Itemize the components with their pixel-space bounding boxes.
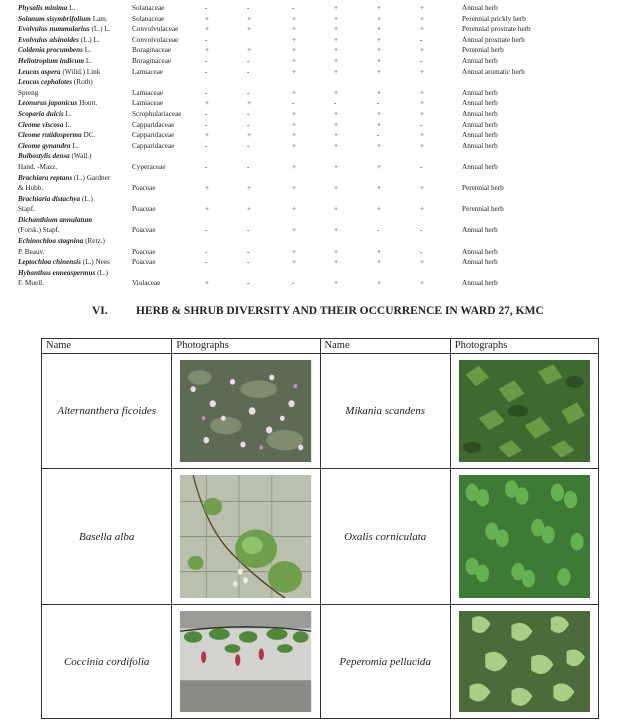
family: Solanaceae	[132, 4, 165, 12]
occurrence-mark: -	[334, 99, 337, 108]
occurrence-mark: -	[205, 109, 208, 118]
occurrence-mark: +	[377, 109, 382, 118]
occurrence-mark: +	[292, 141, 297, 150]
occurrence-mark: +	[247, 14, 252, 23]
occurrence-mark: -	[247, 162, 250, 171]
species-row	[18, 278, 628, 289]
occurrence-mark: +	[247, 99, 252, 108]
species-name	[18, 35, 100, 46]
scientific-name: Dichanthium annulatum	[18, 215, 93, 224]
species-name	[18, 257, 110, 268]
author: (L.)	[81, 194, 93, 203]
habit: Annual herb	[462, 88, 498, 97]
header-photographs-1: Photographs	[172, 339, 320, 354]
species-name	[18, 183, 43, 194]
occurrence-mark: -	[292, 99, 295, 108]
occurrence-mark: -	[247, 141, 250, 150]
occurrence-mark: -	[247, 109, 250, 118]
occurrence-mark: -	[420, 35, 423, 44]
species-name	[18, 77, 93, 88]
species-name	[18, 278, 44, 289]
family: Capparidaceae	[132, 120, 175, 129]
occurrence-mark: +	[205, 131, 210, 140]
occurrence-mark: -	[247, 226, 250, 235]
habit: Perennial herb	[462, 46, 504, 55]
author: Stapf.	[18, 205, 35, 214]
photo-table-header	[42, 339, 599, 354]
species-table	[18, 3, 628, 289]
peperomia-photo	[459, 611, 590, 712]
author: Lam.	[92, 14, 108, 23]
occurrence-mark: +	[420, 131, 425, 140]
species-name	[18, 3, 75, 14]
habit: Annual herb	[462, 247, 498, 256]
species-row	[18, 130, 628, 141]
author: L.	[85, 56, 93, 65]
occurrence-mark: -	[205, 226, 208, 235]
species-row	[18, 173, 628, 184]
scientific-name: Cleome viscosa	[18, 120, 64, 129]
occurrence-mark: +	[377, 120, 382, 129]
occurrence-mark: +	[334, 162, 339, 171]
occurrence-mark: -	[377, 131, 380, 140]
occurrence-mark: -	[247, 258, 250, 267]
occurrence-mark: -	[292, 4, 295, 12]
species-row	[18, 141, 628, 152]
family: Poaceae	[132, 247, 156, 256]
occurrence-mark: +	[377, 4, 382, 12]
occurrence-mark: +	[247, 205, 252, 214]
occurrence-mark: -	[205, 162, 208, 171]
occurrence-mark: -	[420, 162, 423, 171]
occurrence-mark: +	[420, 258, 425, 267]
family: Violaceae	[132, 279, 161, 288]
occurrence-mark: -	[205, 56, 208, 65]
occurrence-mark: +	[334, 67, 339, 76]
species-row	[18, 268, 628, 279]
scientific-name: Cleome rutidosperma	[18, 131, 82, 140]
occurrence-mark: +	[377, 247, 382, 256]
occurrence-mark: +	[334, 131, 339, 140]
species-row	[18, 56, 628, 67]
occurrence-mark: +	[420, 205, 425, 214]
scientific-name: Physalis minima	[18, 4, 68, 12]
occurrence-mark: +	[334, 258, 339, 267]
species-row	[18, 24, 628, 35]
occurrence-mark: -	[247, 67, 250, 76]
family: Convolvulaceae	[132, 35, 179, 44]
plant-name: Basella alba	[42, 469, 172, 605]
family: Capparidaceae	[132, 141, 175, 150]
habit: Annual herb	[462, 4, 498, 12]
species-name	[18, 162, 57, 173]
family: Solanaceae	[132, 14, 165, 23]
occurrence-mark: +	[334, 88, 339, 97]
occurrence-mark: +	[377, 258, 382, 267]
occurrence-mark: +	[292, 226, 297, 235]
occurrence-mark: +	[334, 205, 339, 214]
basella-photo	[180, 475, 311, 598]
scientific-name: Solanum sisymbrifolium	[18, 14, 91, 23]
occurrence-mark: +	[334, 120, 339, 129]
occurrence-mark: -	[205, 258, 208, 267]
species-name	[18, 215, 92, 226]
occurrence-mark: +	[334, 184, 339, 193]
species-row	[18, 236, 628, 247]
habit: Perennial herb	[462, 184, 504, 193]
occurrence-mark: +	[292, 131, 297, 140]
scientific-name: Coldenia procumbens	[18, 46, 83, 55]
occurrence-mark: +	[377, 205, 382, 214]
table-row	[42, 354, 599, 469]
species-name	[18, 194, 93, 205]
occurrence-mark: +	[292, 120, 297, 129]
occurrence-mark: +	[292, 88, 297, 97]
occurrence-mark: +	[377, 88, 382, 97]
author: L.	[65, 109, 72, 118]
habit: Annual herb	[462, 109, 498, 118]
species-row	[18, 120, 628, 131]
occurrence-mark: -	[205, 88, 208, 97]
occurrence-mark: +	[247, 46, 252, 55]
occurrence-mark: -	[205, 120, 208, 129]
species-row	[18, 225, 628, 236]
habit: Annual herb	[462, 279, 498, 288]
coccinia-photo	[180, 611, 311, 712]
habit: Annual aromatic herb	[462, 67, 525, 76]
scientific-name: Cleome gynandra	[18, 141, 71, 150]
header-photographs-2: Photographs	[450, 339, 598, 354]
occurrence-mark: -	[205, 35, 208, 44]
occurrence-mark: +	[334, 4, 339, 12]
species-name	[18, 24, 110, 35]
scientific-name: Leucas cephalotes	[18, 78, 73, 87]
plant-name: Mikania scandens	[320, 354, 450, 469]
family: Poaceae	[132, 184, 156, 193]
habit: Perennial prickly herb	[462, 14, 526, 23]
occurrence-mark: +	[292, 162, 297, 171]
occurrence-mark: +	[377, 279, 382, 288]
scientific-name: Evolvulus alsinoides	[18, 35, 79, 44]
occurrence-mark: -	[247, 279, 250, 288]
scientific-name: Brachiara reptans	[18, 173, 73, 182]
occurrence-mark: -	[205, 67, 208, 76]
habit: Annual herb	[462, 99, 498, 108]
occurrence-mark: -	[420, 56, 423, 65]
habit: Annual herb	[462, 162, 498, 171]
occurrence-mark: +	[205, 279, 210, 288]
habit: Perennial prostrate herb	[462, 25, 531, 34]
occurrence-mark: -	[420, 226, 423, 235]
author: L.	[84, 46, 91, 55]
header-name-2: Name	[320, 339, 450, 354]
photo-cell	[450, 605, 598, 719]
occurrence-mark: +	[292, 247, 297, 256]
author: (Wall.)	[71, 152, 92, 161]
occurrence-mark: +	[205, 99, 210, 108]
header-name-1: Name	[42, 339, 172, 354]
family: Capparidaceae	[132, 131, 175, 140]
occurrence-mark: +	[377, 25, 382, 34]
family: Poaceae	[132, 205, 156, 214]
species-name	[18, 268, 108, 279]
plant-name: Alternanthera ficoides	[42, 354, 172, 469]
plant-name: Peperomia pellucida	[320, 605, 450, 719]
occurrence-mark: +	[205, 205, 210, 214]
species-name	[18, 247, 44, 258]
author: & Hubb.	[18, 184, 44, 193]
section-title: HERB & SHRUB DIVERSITY AND THEIR OCCURRENCE IN WARD 27, KMC	[136, 305, 544, 317]
scientific-name: Hybanthus enneaspermus	[18, 268, 96, 277]
occurrence-mark: -	[205, 4, 208, 12]
photo-cell	[172, 605, 320, 719]
author: (Willd.) Link	[62, 67, 101, 76]
species-name	[18, 109, 72, 120]
photo-cell	[172, 354, 320, 469]
habit: Annual herb	[462, 258, 498, 267]
species-row	[18, 151, 628, 162]
author: (L.)	[97, 268, 109, 277]
occurrence-mark: +	[334, 46, 339, 55]
occurrence-mark: +	[420, 46, 425, 55]
scientific-name: Bulbostylis densa	[18, 152, 70, 161]
occurrence-mark: -	[377, 99, 380, 108]
occurrence-mark: +	[334, 247, 339, 256]
occurrence-mark: +	[334, 141, 339, 150]
occurrence-mark: +	[334, 109, 339, 118]
habit: Perennial herb	[462, 205, 504, 214]
oxalis-photo	[459, 475, 590, 598]
author: P. Beauv.	[18, 247, 45, 256]
habit: Annual herb	[462, 56, 498, 65]
occurrence-mark: -	[247, 4, 250, 12]
author: (L.) Nees	[82, 258, 110, 267]
occurrence-mark: +	[420, 279, 425, 288]
author: (L.) L.	[91, 25, 111, 34]
occurrence-mark: +	[420, 14, 425, 23]
family: Lamiaceae	[132, 99, 164, 108]
author: L.	[69, 4, 76, 12]
scientific-name: Leptochloa chinensis	[18, 258, 81, 267]
occurrence-mark: +	[377, 46, 382, 55]
occurrence-mark: +	[292, 184, 297, 193]
occurrence-mark: +	[292, 35, 297, 44]
occurrence-mark: +	[205, 25, 210, 34]
occurrence-mark: +	[334, 279, 339, 288]
scientific-name: Heliotropium indicum	[18, 56, 85, 65]
author: (L.) L.	[80, 35, 100, 44]
scientific-name: Scoparia dulcis	[18, 109, 64, 118]
occurrence-mark: +	[292, 109, 297, 118]
species-name	[18, 130, 95, 141]
family: Poaceae	[132, 258, 156, 267]
family: Poaceae	[132, 226, 156, 235]
species-row	[18, 215, 628, 226]
occurrence-mark: -	[420, 120, 423, 129]
species-row	[18, 35, 628, 46]
habit: Annual herb	[462, 120, 498, 129]
occurrence-mark: +	[377, 67, 382, 76]
occurrence-mark: +	[377, 162, 382, 171]
species-row	[18, 247, 628, 258]
habit: Annual herb	[462, 141, 498, 150]
species-row	[18, 45, 628, 56]
species-row	[18, 257, 628, 268]
occurrence-mark: +	[292, 56, 297, 65]
occurrence-mark: +	[334, 35, 339, 44]
scientific-name: Echinochloa stagnina	[18, 237, 84, 246]
occurrence-mark: +	[420, 25, 425, 34]
scientific-name: Brachiaria distachya	[18, 194, 81, 203]
occurrence-mark: +	[292, 205, 297, 214]
species-row	[18, 183, 628, 194]
section-heading	[92, 305, 544, 317]
occurrence-mark: -	[247, 56, 250, 65]
species-row	[18, 98, 628, 109]
plant-name: Oxalis corniculata	[320, 469, 450, 605]
occurrence-mark: +	[292, 46, 297, 55]
family: Boraginaceae	[132, 56, 172, 65]
species-row	[18, 88, 628, 99]
species-name	[18, 236, 105, 247]
family: Lamiaceae	[132, 88, 164, 97]
section-number: VI.	[92, 305, 108, 317]
occurrence-mark: +	[247, 131, 252, 140]
mikania-photo	[459, 360, 590, 462]
scientific-name: Evolvulus nummularius	[18, 25, 90, 34]
table-row	[42, 605, 599, 719]
occurrence-mark: +	[420, 184, 425, 193]
family: Lamiaceae	[132, 67, 164, 76]
occurrence-mark: +	[377, 35, 382, 44]
author: DC.	[83, 131, 96, 140]
species-name	[18, 98, 97, 109]
plant-name: Coccinia cordifolia	[42, 605, 172, 719]
occurrence-mark: +	[292, 67, 297, 76]
alternanthera-photo	[180, 360, 311, 462]
occurrence-mark: +	[205, 184, 210, 193]
author: Spreng	[18, 88, 39, 97]
occurrence-mark: -	[205, 247, 208, 256]
species-row	[18, 3, 628, 14]
photo-cell	[450, 469, 598, 605]
scientific-name: Leucas aspera	[18, 67, 61, 76]
occurrence-mark: -	[292, 279, 295, 288]
table-row	[42, 469, 599, 605]
family: Convolvulaceae	[132, 25, 179, 34]
occurrence-mark: +	[334, 226, 339, 235]
photo-cell	[172, 469, 320, 605]
occurrence-mark: +	[334, 25, 339, 34]
photo-table	[41, 338, 599, 719]
scientific-name: Leonurus japonicus	[18, 99, 78, 108]
author: (L.) Gardner	[73, 173, 111, 182]
habit: Annual herb	[462, 131, 498, 140]
occurrence-mark: +	[420, 67, 425, 76]
habit: Annual prostrate herb	[462, 35, 525, 44]
habit: Annual herb	[462, 226, 498, 235]
occurrence-mark: +	[292, 25, 297, 34]
species-name	[18, 173, 110, 184]
species-name	[18, 56, 92, 67]
occurrence-mark: +	[420, 141, 425, 150]
occurrence-mark: -	[205, 141, 208, 150]
occurrence-mark: +	[205, 46, 210, 55]
author: (Retz.)	[85, 237, 105, 246]
species-name	[18, 225, 60, 236]
author: (Forsk.) Stapf.	[18, 226, 60, 235]
species-name	[18, 204, 35, 215]
occurrence-mark: +	[334, 56, 339, 65]
author: L.	[72, 141, 79, 150]
occurrence-mark: +	[420, 4, 425, 12]
occurrence-mark: -	[247, 120, 250, 129]
occurrence-mark: -	[420, 247, 423, 256]
species-row	[18, 194, 628, 205]
species-row	[18, 14, 628, 25]
occurrence-mark: -	[247, 88, 250, 97]
photo-cell	[450, 354, 598, 469]
species-name	[18, 67, 100, 78]
family: Scrophulariaceae	[132, 109, 182, 118]
occurrence-mark: +	[247, 25, 252, 34]
occurrence-mark: +	[420, 99, 425, 108]
occurrence-mark: +	[420, 109, 425, 118]
author: Hand. -Mazz.	[18, 162, 58, 171]
occurrence-mark: -	[247, 247, 250, 256]
family: Boraginaceae	[132, 46, 172, 55]
species-name	[18, 120, 71, 131]
author: F. Muell.	[18, 279, 44, 288]
family: Cyperaceae	[132, 162, 166, 171]
author: (Roth)	[73, 78, 93, 87]
occurrence-mark: +	[205, 14, 210, 23]
species-row	[18, 67, 628, 78]
occurrence-mark: +	[377, 56, 382, 65]
author: Houtt.	[79, 99, 98, 108]
species-row	[18, 204, 628, 215]
author: L.	[65, 120, 72, 129]
species-name	[18, 141, 79, 152]
species-name	[18, 151, 92, 162]
occurrence-mark: +	[377, 184, 382, 193]
occurrence-mark: -	[377, 226, 380, 235]
occurrence-mark: +	[420, 88, 425, 97]
occurrence-mark: +	[292, 258, 297, 267]
occurrence-mark: +	[247, 184, 252, 193]
occurrence-mark: +	[334, 14, 339, 23]
species-name	[18, 45, 91, 56]
species-row	[18, 77, 628, 88]
occurrence-mark: +	[377, 14, 382, 23]
species-name	[18, 14, 108, 25]
occurrence-mark: +	[292, 14, 297, 23]
species-row	[18, 109, 628, 120]
species-row	[18, 162, 628, 173]
occurrence-mark: +	[377, 141, 382, 150]
species-name	[18, 88, 38, 99]
